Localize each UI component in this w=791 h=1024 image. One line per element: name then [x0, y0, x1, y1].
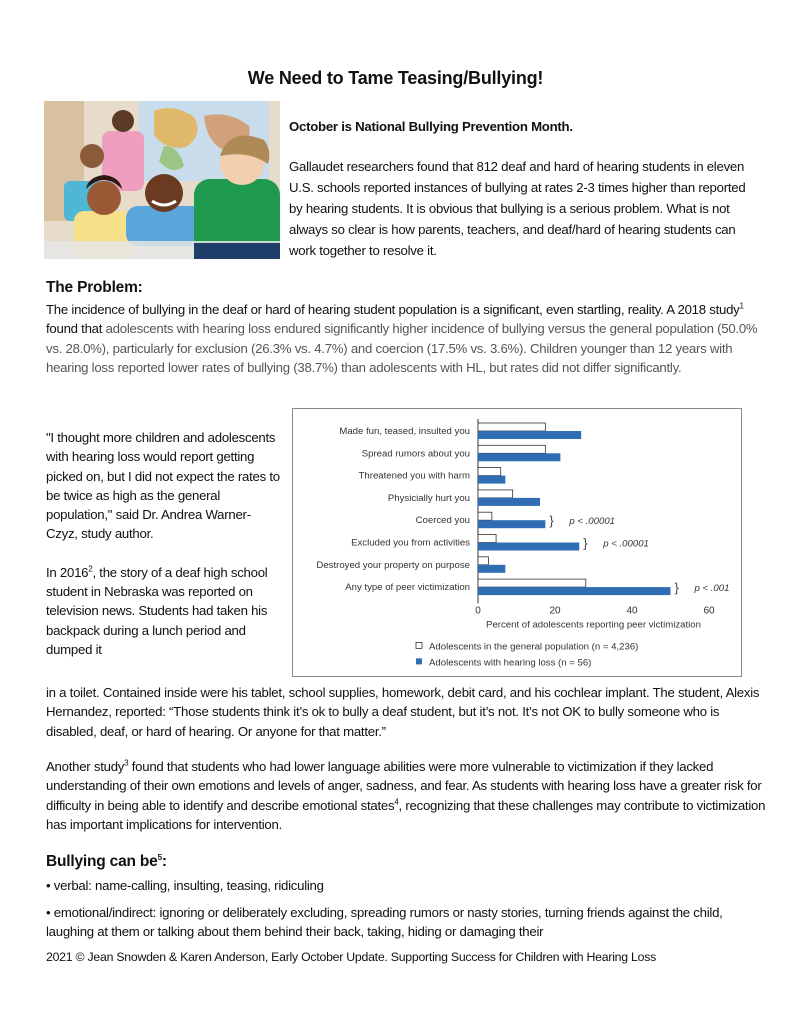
- intro-lead: October is National Bullying Prevention Month.: [289, 119, 573, 134]
- chart-svg: [293, 409, 743, 678]
- another-study-text-c: , recognizing that these challenges may contribute to victimization has important implications for intervention.: [46, 797, 766, 833]
- footnote-ref-1: 1: [739, 301, 744, 311]
- story-continued: in a toilet. Contained inside were his tablet, school supplies, homework, debit card, and his cochlear implant. The student, Alexis Hernandez, reported: “Those students think it’s ok to bully a deaf student, but it’s not. It’s not OK to bully someone who is disabled, deaf, or hard of hearing. Or anyone for that matter.”: [46, 685, 760, 739]
- bullying-heading-colon: :: [161, 853, 167, 870]
- another-study-paragraph: [46, 757, 766, 835]
- bar-general-population: [478, 445, 545, 453]
- intro-section: [289, 116, 759, 261]
- problem-heading: The Problem:: [46, 279, 143, 296]
- bar-general-population: [478, 579, 586, 587]
- category-label: Threatened you with harm: [358, 470, 470, 482]
- researcher-quote: "I thought more children and adolescents with hearing loss would report getting picked on, but I did not expect the rates to be twice as high as the general population," said Dr. Andrea Warner-Czyz, study author.: [46, 430, 280, 542]
- bar-hearing-loss: [478, 520, 545, 528]
- x-tick-label: 20: [549, 605, 561, 617]
- bar-general-population: [478, 535, 496, 543]
- problem-text-found: found that: [46, 321, 103, 337]
- bullying-heading-text: Bullying can be: [46, 853, 158, 870]
- bullying-item-emotional: • emotional/indirect: ignoring or deliberately excluding, spreading rumors or nasty stories, turning friends against the child, laughing at them or talking about them behind their back, taking, hiding or damaging their: [46, 905, 723, 940]
- another-study-text-a: Another study: [46, 759, 125, 774]
- significance-label: p < .001: [694, 583, 730, 595]
- bullying-item-verbal: • verbal: name-calling, insulting, teasing, ridiculing: [46, 878, 324, 893]
- intro-body: Gallaudet researchers found that 812 deaf and hard of hearing students in eleven U.S. schools reported instances of bullying at rates 2-3 times higher than reported by hearing students. It is obvious that bullying is a serious problem. What is not always so clear is how parents, teachers, and deaf/hard of hearing students can work together to resolve it.: [289, 159, 746, 258]
- bar-hearing-loss: [478, 431, 581, 439]
- legend-swatch-general-population: [416, 642, 422, 648]
- category-label: Physicially hurt you: [387, 492, 470, 504]
- significance-label: p < .00001: [603, 538, 649, 550]
- another-study-text-b: found that students who had lower language abilities were more vulnerable to victimization if they lacked understanding of their own emotions and levels of anger, sadness, and fear. As students with hearing loss have a greater risk for difficulty in being able to identify and describe emotional states: [46, 759, 762, 813]
- bar-hearing-loss: [478, 476, 505, 484]
- bar-general-population: [478, 423, 545, 431]
- bar-hearing-loss: [478, 565, 505, 573]
- bar-hearing-loss: [478, 543, 579, 551]
- classroom-photo-illustration: [44, 101, 280, 259]
- footnote-ref-2: 2: [88, 564, 93, 574]
- category-label: Excluded you from activities: [351, 537, 470, 549]
- bullying-heading: [46, 853, 167, 871]
- footnote-ref-5: 5: [157, 852, 162, 862]
- footnote-ref-4: 4: [394, 797, 399, 807]
- story-year: In 2016: [46, 564, 89, 580]
- quote-column: [46, 428, 281, 659]
- problem-text-intro: The incidence of bullying in the deaf or hard of hearing student population is a significant, even startling, reality. A 2018 study: [46, 302, 740, 317]
- category-label: Spread rumors about you: [361, 448, 470, 460]
- bar-general-population: [478, 512, 492, 520]
- problem-paragraph: [46, 300, 766, 378]
- bar-hearing-loss: [478, 498, 540, 506]
- victimization-chart: [292, 408, 742, 677]
- bar-general-population: [478, 557, 488, 565]
- bar-hearing-loss: [478, 453, 560, 461]
- significance-brace: }: [583, 535, 588, 551]
- legend-swatch-hearing-loss: [416, 658, 422, 664]
- significance-brace: }: [549, 513, 554, 529]
- x-tick-label: 0: [475, 605, 481, 617]
- legend-label-hearing-loss: Adolescents with hearing loss (n = 56): [429, 657, 592, 669]
- significance-label: p < .00001: [569, 516, 615, 528]
- bar-general-population: [478, 468, 501, 476]
- x-tick-label: 40: [626, 605, 638, 617]
- significance-brace: }: [674, 580, 679, 596]
- bar-general-population: [478, 490, 513, 498]
- legend-label-general-population: Adolescents in the general population (n = 4,236): [429, 641, 639, 653]
- classroom-photo: [44, 101, 280, 259]
- category-label: Made fun, teased, insulted you: [339, 426, 470, 437]
- bar-hearing-loss: [478, 587, 671, 595]
- category-label: Any type of peer victimization: [345, 582, 470, 594]
- x-tick-label: 60: [703, 605, 715, 617]
- category-label: Destroyed your property on purpose: [316, 559, 470, 571]
- category-label: Coerced you: [415, 515, 470, 527]
- story-text: , the story of a deaf high school student in Nebraska was reported on television news. Students had taken his backpack during a lunch period and dumped it: [46, 564, 268, 657]
- page-title: We Need to Tame Teasing/Bullying!: [247, 68, 544, 88]
- story-intro: [46, 563, 281, 659]
- x-axis-label: Percent of adolescents reporting peer victimization: [486, 619, 701, 631]
- page-footer: 2021 © Jean Snowden & Karen Anderson, Early October Update. Supporting Success for Children with Hearing Loss: [46, 950, 656, 964]
- problem-text-stats: adolescents with hearing loss endured significantly higher incidence of bullying versus the general population (50.0% vs. 28.0%), particularly for exclusion (26.3% vs. 4.7%) and coercion (17.5% vs. 3.6%). Children younger than 12 years with hearing loss reported lower rates of bullying (38.7%) than adolescents with HL, but rates did not differ significantly.: [46, 321, 758, 376]
- footnote-ref-3: 3: [124, 758, 129, 768]
